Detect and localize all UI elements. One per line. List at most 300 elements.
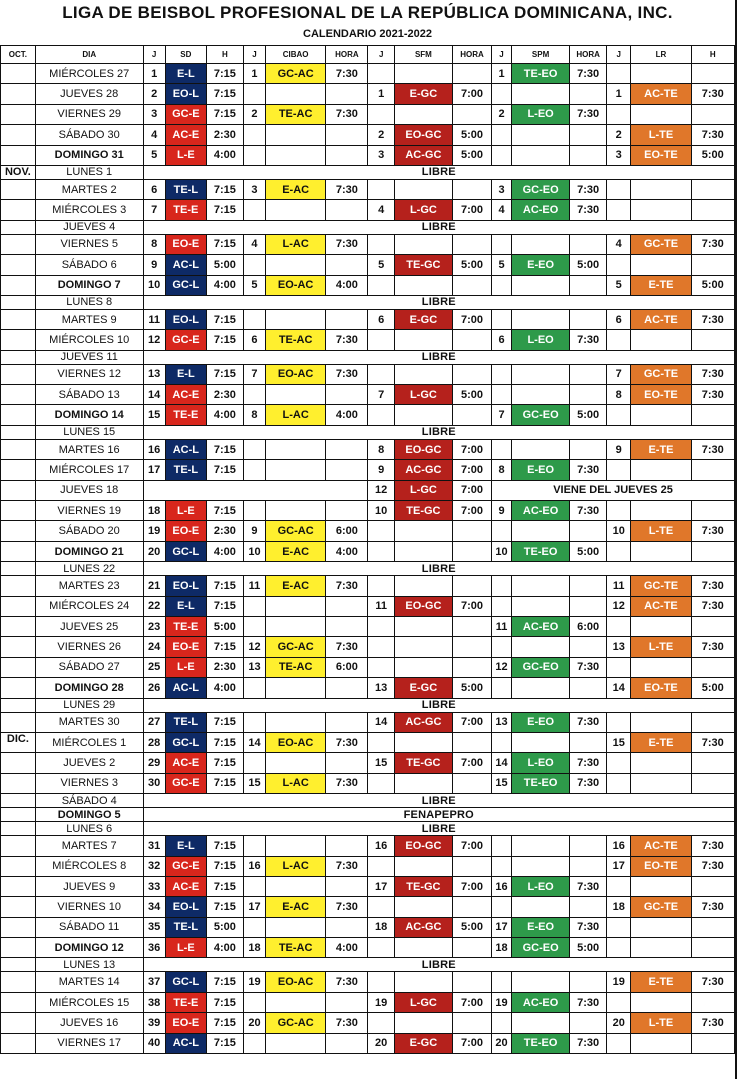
ci-matchup-empty — [266, 917, 326, 937]
sf-game-number: 1 — [368, 84, 394, 104]
sp-matchup-empty — [512, 576, 570, 596]
ci-game-number-empty — [243, 836, 265, 856]
ci-time: 7:30 — [326, 179, 368, 199]
lr-game-number-empty — [607, 200, 631, 220]
sf-time-empty — [452, 521, 491, 541]
ci-game-number-empty — [243, 917, 265, 937]
sf-time: 7:00 — [452, 753, 491, 773]
lr-matchup-empty — [631, 657, 691, 677]
libre-label: LIBRE — [143, 350, 734, 364]
ci-game-number: 16 — [243, 856, 265, 876]
day-label: LUNES 22 — [35, 562, 143, 576]
ci-game-number-empty — [243, 616, 265, 636]
day-label: DOMINGO 5 — [35, 808, 143, 822]
ci-matchup: E-AC — [266, 541, 326, 561]
sf-matchup: E-GC — [394, 309, 452, 329]
sd-game-number: 2 — [143, 84, 165, 104]
sp-matchup-empty — [512, 897, 570, 917]
lr-time-empty — [691, 330, 734, 350]
sd-time: 7:15 — [206, 330, 243, 350]
sp-game-number-empty — [492, 364, 512, 384]
sd-time: 7:15 — [206, 596, 243, 616]
schedule-row — [1, 541, 735, 561]
sd-game-number: 35 — [143, 917, 165, 937]
lr-time: 7:30 — [691, 732, 734, 752]
lr-game-number: 5 — [607, 275, 631, 295]
sp-time: 7:30 — [570, 773, 607, 793]
sd-game-number: 32 — [143, 856, 165, 876]
sp-matchup: TE-EO — [512, 1033, 570, 1053]
ci-game-number: 18 — [243, 938, 265, 958]
sf-game-number-empty — [368, 856, 394, 876]
schedule-table — [0, 45, 735, 1054]
lr-game-number: 18 — [607, 897, 631, 917]
ci-matchup-empty — [266, 200, 326, 220]
lr-matchup: AC-TE — [631, 596, 691, 616]
sd-game-number: 4 — [143, 125, 165, 145]
sp-time: 7:30 — [570, 712, 607, 732]
sd-matchup: AC-L — [165, 255, 206, 275]
ci-matchup: GC-AC — [266, 521, 326, 541]
schedule-row — [1, 165, 735, 179]
sf-game-number: 19 — [368, 992, 394, 1012]
lr-matchup-empty — [631, 255, 691, 275]
sp-time-empty — [570, 856, 607, 876]
ci-time-empty — [326, 1033, 368, 1053]
month-cell — [1, 200, 36, 220]
sd-game-number: 19 — [143, 521, 165, 541]
sd-time: 7:15 — [206, 773, 243, 793]
lr-matchup: E-TE — [631, 732, 691, 752]
month-cell — [1, 808, 36, 822]
day-label: MARTES 2 — [35, 179, 143, 199]
ci-matchup: TE-AC — [266, 104, 326, 124]
sf-time: 7:00 — [452, 460, 491, 480]
sd-game-number: 37 — [143, 972, 165, 992]
sf-matchup: AC-GC — [394, 917, 452, 937]
ci-matchup-empty — [266, 616, 326, 636]
day-label: SÁBADO 11 — [35, 917, 143, 937]
sd-time: 7:15 — [206, 992, 243, 1012]
ci-matchup: TE-AC — [266, 938, 326, 958]
lr-matchup: GC-TE — [631, 364, 691, 384]
ci-game-number: 10 — [243, 541, 265, 561]
lr-matchup: L-TE — [631, 125, 691, 145]
sp-matchup: GC-EO — [512, 938, 570, 958]
sd-matchup: GC-E — [165, 856, 206, 876]
ci-matchup: EO-AC — [266, 364, 326, 384]
sp-game-number-empty — [492, 1013, 512, 1033]
sd-game-number: 20 — [143, 541, 165, 561]
sf-matchup: EO-GC — [394, 439, 452, 459]
ci-time-empty — [326, 439, 368, 459]
lr-matchup-empty — [631, 876, 691, 896]
ci-matchup-empty — [266, 439, 326, 459]
sf-matchup: L-GC — [394, 480, 452, 500]
sd-time: 7:15 — [206, 972, 243, 992]
schedule-row — [1, 616, 735, 636]
sp-game-number-empty — [492, 637, 512, 657]
sf-time-empty — [452, 330, 491, 350]
sp-game-number-empty — [492, 439, 512, 459]
day-label: LUNES 29 — [35, 698, 143, 712]
day-label: JUEVES 9 — [35, 876, 143, 896]
sp-game-number: 18 — [492, 938, 512, 958]
month-cell — [1, 275, 36, 295]
lr-game-number: 16 — [607, 836, 631, 856]
sp-time: 7:30 — [570, 992, 607, 1012]
sp-time-empty — [570, 125, 607, 145]
day-label: LUNES 8 — [35, 295, 143, 309]
ci-matchup-empty — [266, 501, 326, 521]
ci-time-empty — [326, 836, 368, 856]
header-cibao-time: HORA — [326, 46, 368, 64]
schedule-row — [1, 917, 735, 937]
schedule-row — [1, 856, 735, 876]
ci-matchup-empty — [266, 596, 326, 616]
lr-matchup: GC-TE — [631, 576, 691, 596]
sf-game-number-empty — [368, 234, 394, 254]
sp-time: 5:00 — [570, 255, 607, 275]
lr-game-number-empty — [607, 657, 631, 677]
libre-label: LIBRE — [143, 425, 734, 439]
day-label: MIÉRCOLES 1 — [35, 732, 143, 752]
lr-matchup-empty — [631, 64, 691, 84]
sp-game-number-empty — [492, 856, 512, 876]
ci-matchup-empty — [266, 876, 326, 896]
ci-time: 7:30 — [326, 732, 368, 752]
sd-matchup: EO-E — [165, 637, 206, 657]
day-label: MIÉRCOLES 27 — [35, 64, 143, 84]
sd-time: 7:15 — [206, 753, 243, 773]
sd-game-number: 17 — [143, 460, 165, 480]
sd-matchup: TE-E — [165, 200, 206, 220]
sd-matchup: AC-E — [165, 753, 206, 773]
sp-matchup: AC-EO — [512, 992, 570, 1012]
sp-game-number-empty — [492, 125, 512, 145]
sd-time: 7:15 — [206, 712, 243, 732]
ci-game-number-empty — [243, 876, 265, 896]
sp-time-empty — [570, 637, 607, 657]
lr-matchup: L-TE — [631, 1013, 691, 1033]
schedule-row — [1, 125, 735, 145]
ci-time: 4:00 — [326, 405, 368, 425]
lr-time-empty — [691, 200, 734, 220]
sp-time-empty — [570, 678, 607, 698]
day-label: SÁBADO 27 — [35, 657, 143, 677]
sf-matchup-empty — [394, 234, 452, 254]
lr-matchup: EO-TE — [631, 678, 691, 698]
lr-game-number-empty — [607, 104, 631, 124]
lr-matchup: E-TE — [631, 275, 691, 295]
sp-matchup: E-EO — [512, 712, 570, 732]
lr-game-number-empty — [607, 876, 631, 896]
sd-game-number: 34 — [143, 897, 165, 917]
sf-time: 7:00 — [452, 480, 491, 500]
schedule-row — [1, 275, 735, 295]
lr-game-number-empty — [607, 917, 631, 937]
day-label: VIERNES 5 — [35, 234, 143, 254]
day-label: VIERNES 26 — [35, 637, 143, 657]
lr-game-number-empty — [607, 541, 631, 561]
lr-game-number: 17 — [607, 856, 631, 876]
day-label: LUNES 1 — [35, 165, 143, 179]
month-cell — [1, 596, 36, 616]
sf-game-number-empty — [368, 521, 394, 541]
sp-game-number: 4 — [492, 200, 512, 220]
sf-game-number-empty — [368, 104, 394, 124]
header-row — [1, 46, 735, 64]
ci-time: 7:30 — [326, 897, 368, 917]
sf-matchup-empty — [394, 732, 452, 752]
sf-time: 7:00 — [452, 84, 491, 104]
month-cell — [1, 425, 36, 439]
month-cell — [1, 1033, 36, 1053]
month-cell — [1, 876, 36, 896]
day-label: SÁBADO 20 — [35, 521, 143, 541]
lr-game-number: 3 — [607, 145, 631, 165]
sf-matchup-empty — [394, 64, 452, 84]
sf-time-empty — [452, 234, 491, 254]
day-label: DOMINGO 12 — [35, 938, 143, 958]
sd-time: 4:00 — [206, 678, 243, 698]
lr-game-number-empty — [607, 712, 631, 732]
sd-matchup: EO-L — [165, 309, 206, 329]
sf-time: 7:00 — [452, 712, 491, 732]
lr-time: 7:30 — [691, 856, 734, 876]
sd-matchup: E-L — [165, 64, 206, 84]
sf-game-number: 18 — [368, 917, 394, 937]
sp-game-number: 16 — [492, 876, 512, 896]
schedule-row — [1, 480, 735, 500]
sf-matchup-empty — [394, 1013, 452, 1033]
ci-matchup: GC-AC — [266, 1013, 326, 1033]
lr-matchup: EO-TE — [631, 385, 691, 405]
sf-matchup: EO-GC — [394, 125, 452, 145]
sp-time: 5:00 — [570, 541, 607, 561]
lr-time: 7:30 — [691, 897, 734, 917]
sd-matchup: GC-E — [165, 330, 206, 350]
sp-time: 7:30 — [570, 753, 607, 773]
lr-game-number-empty — [607, 616, 631, 636]
right-frame-line — [735, 0, 737, 1079]
lr-time: 7:30 — [691, 637, 734, 657]
sd-time: 7:15 — [206, 364, 243, 384]
ci-game-number: 12 — [243, 637, 265, 657]
calendar-subtitle: CALENDARIO 2021-2022 — [303, 28, 432, 40]
libre-label: LIBRE — [143, 165, 734, 179]
sp-time-empty — [570, 234, 607, 254]
lr-game-number-empty — [607, 179, 631, 199]
sp-game-number: 7 — [492, 405, 512, 425]
day-label: MARTES 30 — [35, 712, 143, 732]
sp-game-number-empty — [492, 385, 512, 405]
sd-matchup: GC-E — [165, 773, 206, 793]
lr-time: 7:30 — [691, 1013, 734, 1033]
lr-time-empty — [691, 179, 734, 199]
sp-time: 5:00 — [570, 938, 607, 958]
sp-game-number: 20 — [492, 1033, 512, 1053]
sp-matchup: TE-EO — [512, 541, 570, 561]
lr-game-number-empty — [607, 501, 631, 521]
lr-game-number: 14 — [607, 678, 631, 698]
ci-time: 7:30 — [326, 234, 368, 254]
schedule-row — [1, 808, 735, 822]
sp-matchup-empty — [512, 1013, 570, 1033]
sf-time-empty — [452, 637, 491, 657]
sd-game-number: 40 — [143, 1033, 165, 1053]
month-cell — [1, 856, 36, 876]
sp-matchup-empty — [512, 364, 570, 384]
ci-time-empty — [326, 596, 368, 616]
sp-time: 6:00 — [570, 616, 607, 636]
sp-game-number: 1 — [492, 64, 512, 84]
sf-matchup-empty — [394, 405, 452, 425]
ci-time: 7:30 — [326, 576, 368, 596]
sd-matchup: TE-E — [165, 616, 206, 636]
sp-matchup: E-EO — [512, 917, 570, 937]
sd-time: 5:00 — [206, 917, 243, 937]
ci-game-number-empty — [243, 255, 265, 275]
sf-game-number-empty — [368, 179, 394, 199]
sd-matchup: TE-L — [165, 460, 206, 480]
sd-matchup: E-L — [165, 836, 206, 856]
month-cell — [1, 637, 36, 657]
lr-time-empty — [691, 938, 734, 958]
ci-time: 4:00 — [326, 938, 368, 958]
lr-game-number: 11 — [607, 576, 631, 596]
ci-time: 7:30 — [326, 1013, 368, 1033]
sd-matchup: EO-E — [165, 1013, 206, 1033]
lr-time: 7:30 — [691, 576, 734, 596]
ci-time-empty — [326, 84, 368, 104]
sp-game-number-empty — [492, 576, 512, 596]
sd-game-number: 29 — [143, 753, 165, 773]
lr-time-empty — [691, 657, 734, 677]
sf-time: 5:00 — [452, 678, 491, 698]
sf-matchup: TE-GC — [394, 876, 452, 896]
sf-game-number: 16 — [368, 836, 394, 856]
ci-game-number: 20 — [243, 1013, 265, 1033]
sf-game-number-empty — [368, 330, 394, 350]
lr-time: 7:30 — [691, 972, 734, 992]
ci-time-empty — [326, 992, 368, 1012]
sf-time-empty — [452, 856, 491, 876]
month-cell — [1, 295, 36, 309]
sf-time: 5:00 — [452, 917, 491, 937]
sf-time: 5:00 — [452, 255, 491, 275]
lr-matchup: GC-TE — [631, 234, 691, 254]
lr-game-number: 10 — [607, 521, 631, 541]
sf-game-number: 9 — [368, 460, 394, 480]
month-cell — [1, 938, 36, 958]
header-sfm-time: HORA — [452, 46, 491, 64]
sp-time: 7:30 — [570, 104, 607, 124]
sp-time-empty — [570, 385, 607, 405]
sd-matchup: EO-L — [165, 84, 206, 104]
sf-game-number-empty — [368, 1013, 394, 1033]
sd-time: 7:15 — [206, 179, 243, 199]
sp-matchup: TE-EO — [512, 64, 570, 84]
month-cell — [1, 712, 36, 732]
day-label: DOMINGO 28 — [35, 678, 143, 698]
month-cell — [1, 992, 36, 1012]
sd-matchup: TE-E — [165, 992, 206, 1012]
sd-game-number: 6 — [143, 179, 165, 199]
month-cell — [1, 364, 36, 384]
ci-game-number-empty — [243, 200, 265, 220]
lr-game-number-empty — [607, 255, 631, 275]
day-label: LUNES 15 — [35, 425, 143, 439]
ci-matchup-empty — [266, 125, 326, 145]
lr-time-empty — [691, 753, 734, 773]
header-lr: LR — [631, 46, 691, 64]
sd-game-number: 1 — [143, 64, 165, 84]
ci-time-empty — [326, 200, 368, 220]
schedule-row — [1, 385, 735, 405]
sf-matchup: TE-GC — [394, 501, 452, 521]
sd-game-number: 28 — [143, 732, 165, 752]
sf-matchup: L-GC — [394, 200, 452, 220]
lr-game-number-empty — [607, 753, 631, 773]
sd-time: 7:15 — [206, 856, 243, 876]
sf-matchup: AC-GC — [394, 460, 452, 480]
lr-matchup-empty — [631, 992, 691, 1012]
schedule-row — [1, 439, 735, 459]
ci-time: 7:30 — [326, 64, 368, 84]
schedule-row — [1, 712, 735, 732]
sp-game-number-empty — [492, 84, 512, 104]
ci-time-empty — [326, 712, 368, 732]
schedule-row — [1, 145, 735, 165]
month-cell — [1, 521, 36, 541]
lr-matchup: AC-TE — [631, 84, 691, 104]
ci-time-empty — [326, 255, 368, 275]
sd-matchup: EO-E — [165, 234, 206, 254]
sp-matchup-empty — [512, 637, 570, 657]
sd-matchup: E-L — [165, 364, 206, 384]
lr-time-empty — [691, 64, 734, 84]
day-label: VIERNES 3 — [35, 773, 143, 793]
sf-matchup-empty — [394, 576, 452, 596]
sf-time: 7:00 — [452, 501, 491, 521]
lr-matchup-empty — [631, 616, 691, 636]
header-cibao-game: J — [243, 46, 265, 64]
schedule-row — [1, 309, 735, 329]
sf-game-number-empty — [368, 773, 394, 793]
sd-time: 7:15 — [206, 732, 243, 752]
schedule-row — [1, 972, 735, 992]
schedule-row — [1, 773, 735, 793]
lr-time: 7:30 — [691, 439, 734, 459]
sp-time-empty — [570, 732, 607, 752]
ci-time-empty — [326, 125, 368, 145]
sd-matchup: AC-E — [165, 876, 206, 896]
schedule-row — [1, 678, 735, 698]
sd-time: 5:00 — [206, 616, 243, 636]
sf-game-number: 14 — [368, 712, 394, 732]
month-cell — [1, 576, 36, 596]
sd-game-number: 38 — [143, 992, 165, 1012]
sd-time: 2:30 — [206, 125, 243, 145]
month-cell — [1, 330, 36, 350]
sf-time-empty — [452, 616, 491, 636]
sf-matchup: L-GC — [394, 992, 452, 1012]
sp-time-empty — [570, 836, 607, 856]
day-label: SÁBADO 4 — [35, 794, 143, 808]
ci-time-empty — [326, 501, 368, 521]
sd-matchup: L-E — [165, 145, 206, 165]
